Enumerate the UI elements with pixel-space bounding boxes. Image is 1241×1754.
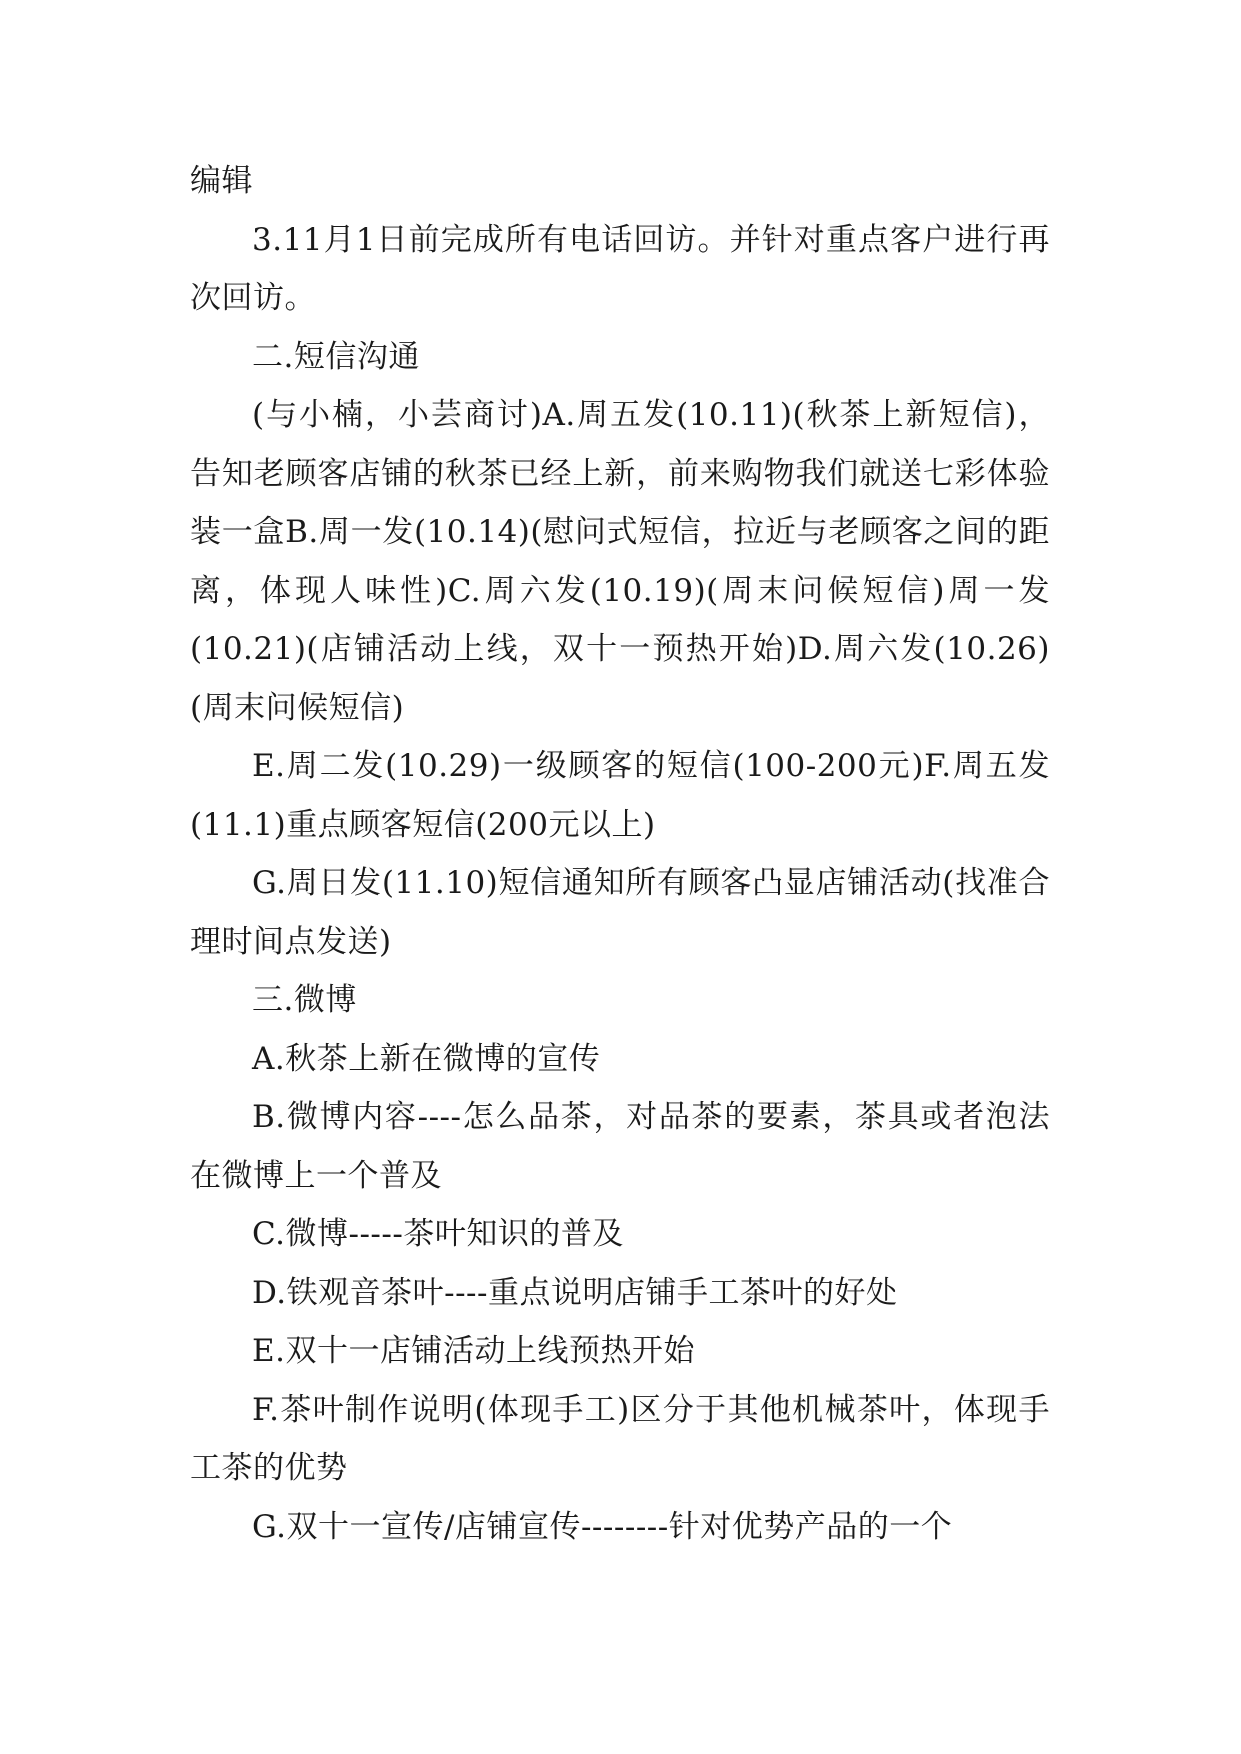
list-item-weibo-d: D.铁观音茶叶----重点说明店铺手工茶叶的好处 [252, 1274, 898, 1311]
paragraph-sms-notify-all: G.周日发(11.10)短信通知所有顾客凸显店铺活动(找准合理时间点发送) [190, 865, 1050, 960]
document-page [190, 152, 1050, 1556]
list-item-weibo-c: C.微博-----茶叶知识的普及 [252, 1216, 624, 1252]
section-heading-sms: 二.短信沟通 [252, 338, 420, 375]
paragraph-phone-followup: 3.11月1日前完成所有电话回访。并针对重点客户进行再次回访。 [190, 221, 1050, 316]
paragraph-sms-schedule: (与小楠，小芸商讨)A.周五发(10.11)(秋茶上新短信)，告知老顾客店铺的秋茶已经上新，前来购物我们就送七彩体验装一盒B.周一发(10.14)(慰问式短信，拉近与老顾客之间的距离，体现人味性)C.周六发(10.19)(周末问候短信)周一发(10.21)(店铺活动上线，双十一预热开始)D.周六发(10.26)(周末问候短信) [190, 397, 1050, 726]
list-item-weibo-b: B.微博内容----怎么品茶，对品茶的要素，茶具或者泡法在微博上一个普及 [190, 1099, 1050, 1194]
list-item-weibo-g: G.双十一宣传/店铺宣传--------针对优势产品的一个 [252, 1508, 953, 1545]
paragraph-sms-tiers: E.周二发(10.29)一级顾客的短信(100-200元)F.周五发(11.1)重点顾客短信(200元以上) [190, 748, 1050, 843]
section-heading-weibo: 三.微博 [252, 982, 357, 1018]
list-item-weibo-a: A.秋茶上新在微博的宣传 [252, 1040, 601, 1077]
paragraph-continued-edit: 编辑 [190, 163, 253, 199]
list-item-weibo-f: F.茶叶制作说明(体现手工)区分于其他机械茶叶，体现手工茶的优势 [190, 1391, 1050, 1486]
list-item-weibo-e: E.双十一店铺活动上线预热开始 [252, 1333, 695, 1369]
